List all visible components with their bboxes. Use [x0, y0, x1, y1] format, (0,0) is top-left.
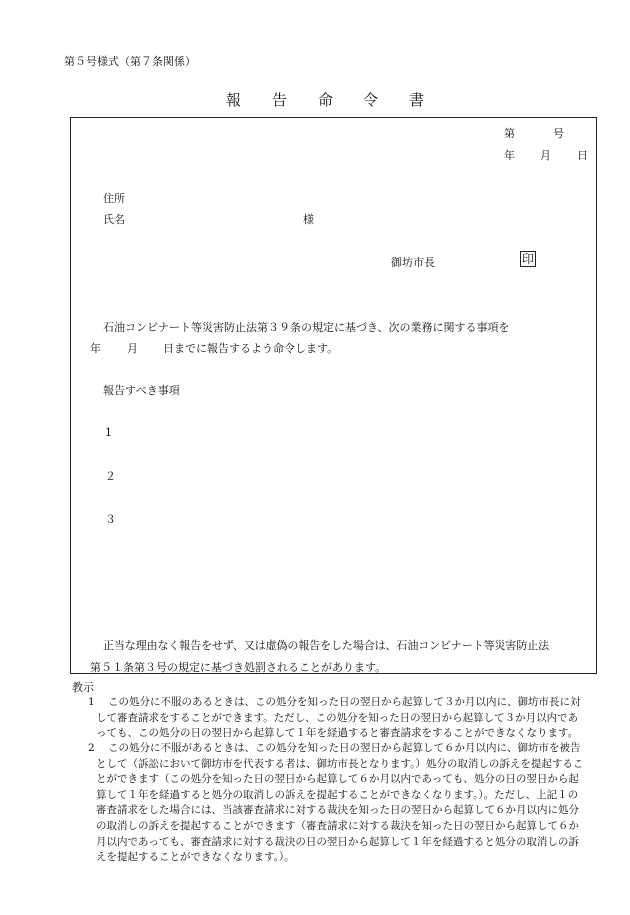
date-day: 日 [577, 149, 588, 162]
notice-line: して審査請求をすることができます。ただし、この処分を知った日の翌日から起算して３か月以内であ [96, 711, 579, 724]
report-items-heading: 報告すべき事項 [103, 384, 180, 397]
notice-heading: 教示 [72, 681, 94, 694]
report-item-number: ２ [105, 470, 116, 483]
date-year: 年 [504, 149, 515, 162]
number-suffix: 号 [553, 127, 564, 140]
notice-line: えを提起することができなくなります。）。 [96, 851, 295, 864]
notice-line: っても、この処分の日の翌日から起算して１年を経過すると審査請求をすることができなくなります。 [96, 727, 579, 740]
title-char: 告 [272, 91, 288, 109]
honorific: 様 [303, 213, 314, 226]
report-item-number: ３ [105, 513, 116, 526]
name-label: 氏名 [103, 213, 125, 226]
notice-line: とができます（この処分を知った日の翌日から起算して６か月以内であっても、処分の日の翌日から起 [96, 773, 579, 786]
deadline-month: 月 [127, 342, 138, 355]
date-month: 月 [540, 149, 551, 162]
title-char: 令 [363, 91, 379, 109]
issuer-title: 御坊市長 [391, 256, 435, 269]
title-char: 命 [318, 91, 334, 109]
notice-line: の取消しの訴えを提起することができます（審査請求に対する裁決を知った日の翌日から起算して６か [96, 820, 579, 832]
notice-line: 審査請求をした場合には、当該審査請求に対する裁決を知った日の翌日から起算して６か月以内に処分 [96, 804, 579, 817]
notice-line: この処分に不服があるときは、この処分を知った日の翌日から起算して６か月以内に、御坊市を被告 [108, 742, 581, 754]
title-char: 書 [409, 91, 425, 109]
warning-line-1: 正当な理由なく報告をせず、又は虚偽の報告をした場合は、石油コンビナート等災害防止法 [103, 639, 550, 652]
body-line-1: 石油コンビナート等災害防止法第３９条の規定に基づき、次の業務に関する事項を [103, 321, 510, 334]
title-char: 報 [226, 91, 242, 109]
address-label: 住所 [103, 192, 125, 205]
notice-item-number: 1 [88, 696, 95, 708]
notice-item-number: 2 [88, 742, 95, 754]
number-prefix: 第 [504, 127, 515, 140]
warning-line-2: 第５１条第３号の規定に基づき処罰されることがあります。 [90, 661, 387, 674]
report-item-number: 1 [105, 426, 112, 439]
deadline-tail: 日までに報告するよう命令します。 [163, 342, 339, 355]
deadline-year: 年 [90, 342, 101, 355]
seal-mark: 印 [522, 252, 535, 266]
notice-line: として（訴訟において御坊市を代表する者は、御坊市長となります。）処分の取消しの訴えを提起するこ [96, 757, 584, 770]
notice-line: 算して１年を経過すると処分の取消しの訴えを提起することができなくなります。）。ただし、上記１の [96, 788, 579, 801]
form-label: 第５号様式（第７条関係） [64, 55, 196, 68]
notice-line: 月以内であっても、審査請求に対する裁決の日の翌日から起算して１年を経過すると処分の取消しの訴 [96, 835, 579, 848]
notice-line: この処分に不服のあるときは、この処分を知った日の翌日から起算して３か月以内に、御坊市長に対 [108, 696, 581, 708]
